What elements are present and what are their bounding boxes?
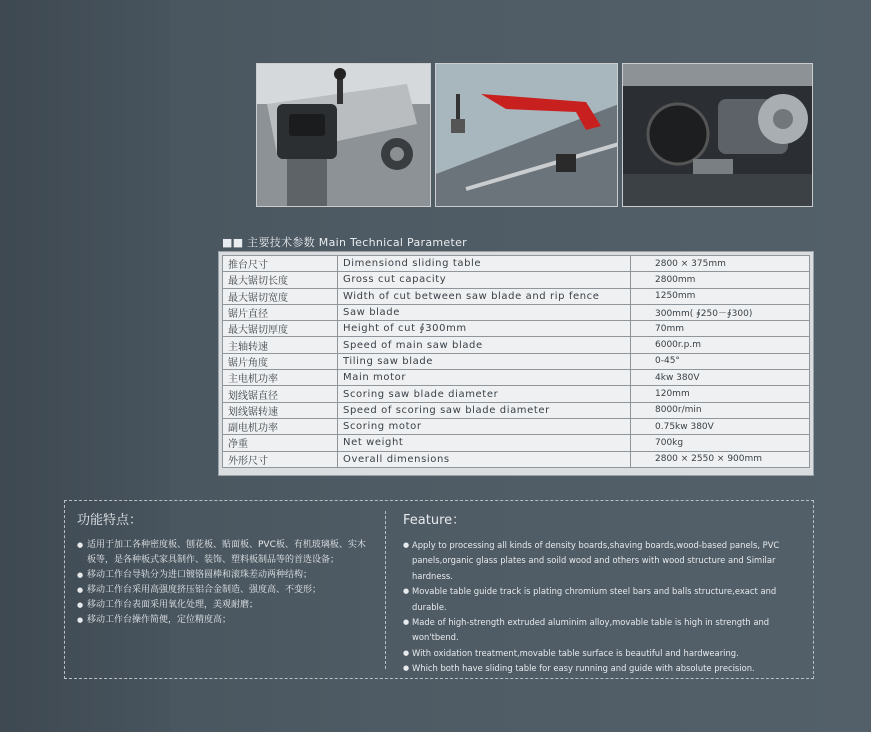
param-value: 0.75kw 380V xyxy=(631,418,810,434)
feature-cn-item: ● 移动工作台采用高强度挤压铝合金制造、强度高、不变形； xyxy=(77,583,373,598)
feature-en-item: ● Made of high-strength extruded aluminim alloy,movable table is high in strength and won'tbend. xyxy=(403,615,803,646)
feature-cn-item: ● 适用于加工各种密度板、刨花板、贴面板、PVC板、有机玻璃板、实木板等，是各种板式家具制作、装饰、塑料板制品等的首选设备； xyxy=(77,538,373,568)
guard-and-fence-photo xyxy=(435,63,618,207)
param-name-cn: 推台尺寸 xyxy=(223,256,338,272)
param-value: 8000r/min xyxy=(631,402,810,418)
param-value: 70mm xyxy=(631,321,810,337)
feature-en-item: ● Apply to processing all kinds of density boards,shaving boards,wood-based panels, PVC panels,organic glass plates and soild wood and others with wood structure and Similar hardness. xyxy=(403,538,803,584)
param-name-cn: 最大锯切厚度 xyxy=(223,321,338,337)
param-name-cn: 锯片直径 xyxy=(223,304,338,320)
features-divider xyxy=(385,511,386,669)
table-row xyxy=(223,370,810,386)
table-row xyxy=(223,418,810,434)
param-value: 300mm( ∮250－∮300) xyxy=(631,304,810,320)
param-name-en: Width of cut between saw blade and rip fence xyxy=(338,288,631,304)
param-value: 2800mm xyxy=(631,272,810,288)
param-name-cn: 副电机功率 xyxy=(223,418,338,434)
param-name-en: Speed of main saw blade xyxy=(338,337,631,353)
table-row xyxy=(223,386,810,402)
table-row xyxy=(223,402,810,418)
feature-en-item: ● Which both have sliding table for easy running and guide with absolute precision. xyxy=(403,661,803,676)
param-name-cn: 外形尺寸 xyxy=(223,451,338,467)
param-name-cn: 划线锯转速 xyxy=(223,402,338,418)
table-row xyxy=(223,353,810,369)
param-value: 4kw 380V xyxy=(631,370,810,386)
param-value: 2800 × 375mm xyxy=(631,256,810,272)
param-name-en: Saw blade xyxy=(338,304,631,320)
parameter-table-frame xyxy=(218,251,814,476)
param-name-en: Gross cut capacity xyxy=(338,272,631,288)
param-name-en: Speed of scoring saw blade diameter xyxy=(338,402,631,418)
param-name-cn: 主电机功率 xyxy=(223,370,338,386)
param-name-en: Height of cut ∮300mm xyxy=(338,321,631,337)
param-name-en: Scoring motor xyxy=(338,418,631,434)
saw-unit-photo xyxy=(256,63,431,207)
param-name-cn: 主轴转速 xyxy=(223,337,338,353)
param-name-cn: 划线锯直径 xyxy=(223,386,338,402)
table-row xyxy=(223,256,810,272)
table-row xyxy=(223,304,810,320)
param-value: 120mm xyxy=(631,386,810,402)
param-value: 0-45° xyxy=(631,353,810,369)
param-name-en: Overall dimensions xyxy=(338,451,631,467)
table-row xyxy=(223,435,810,451)
feature-cn-item: ● 移动工作台操作简便，定位精度高； xyxy=(77,613,373,628)
param-value: 6000r.p.m xyxy=(631,337,810,353)
param-name-en: Scoring saw blade diameter xyxy=(338,386,631,402)
section-title: ■■ 主要技术参数 Main Technical Parameter xyxy=(222,236,467,249)
feature-en-item: ● With oxidation treatment,movable table surface is beautiful and hardwearing. xyxy=(403,646,803,661)
table-row xyxy=(223,451,810,467)
param-value: 1250mm xyxy=(631,288,810,304)
features-cn-heading: 功能特点： xyxy=(77,513,143,528)
param-name-en: Tiling saw blade xyxy=(338,353,631,369)
param-name-en: Main motor xyxy=(338,370,631,386)
features-en-heading: Feature： xyxy=(403,513,466,528)
table-row xyxy=(223,288,810,304)
product-photos xyxy=(256,63,813,207)
param-name-en: Dimensiond sliding table xyxy=(338,256,631,272)
feature-cn-item: ● 移动工作台表面采用氧化处理，美观耐磨； xyxy=(77,598,373,613)
feature-cn-item: ● 移动工作台导轨分为进口镀铬圆棒和滚珠差动两种结构； xyxy=(77,568,373,583)
motor-photo xyxy=(622,63,813,207)
table-row xyxy=(223,272,810,288)
features-cn xyxy=(77,509,373,628)
param-name-cn: 最大锯切长度 xyxy=(223,272,338,288)
feature-en-item: ● Movable table guide track is plating chromium steel bars and balls structure,exact and durable. xyxy=(403,584,803,615)
param-name-cn: 净重 xyxy=(223,435,338,451)
param-name-cn: 锯片角度 xyxy=(223,353,338,369)
features-box xyxy=(64,500,814,679)
parameter-table xyxy=(222,255,810,468)
param-name-en: Net weight xyxy=(338,435,631,451)
table-row xyxy=(223,337,810,353)
param-value: 700kg xyxy=(631,435,810,451)
param-name-cn: 最大锯切宽度 xyxy=(223,288,338,304)
table-row xyxy=(223,321,810,337)
features-en xyxy=(403,509,803,677)
param-value: 2800 × 2550 × 900mm xyxy=(631,451,810,467)
